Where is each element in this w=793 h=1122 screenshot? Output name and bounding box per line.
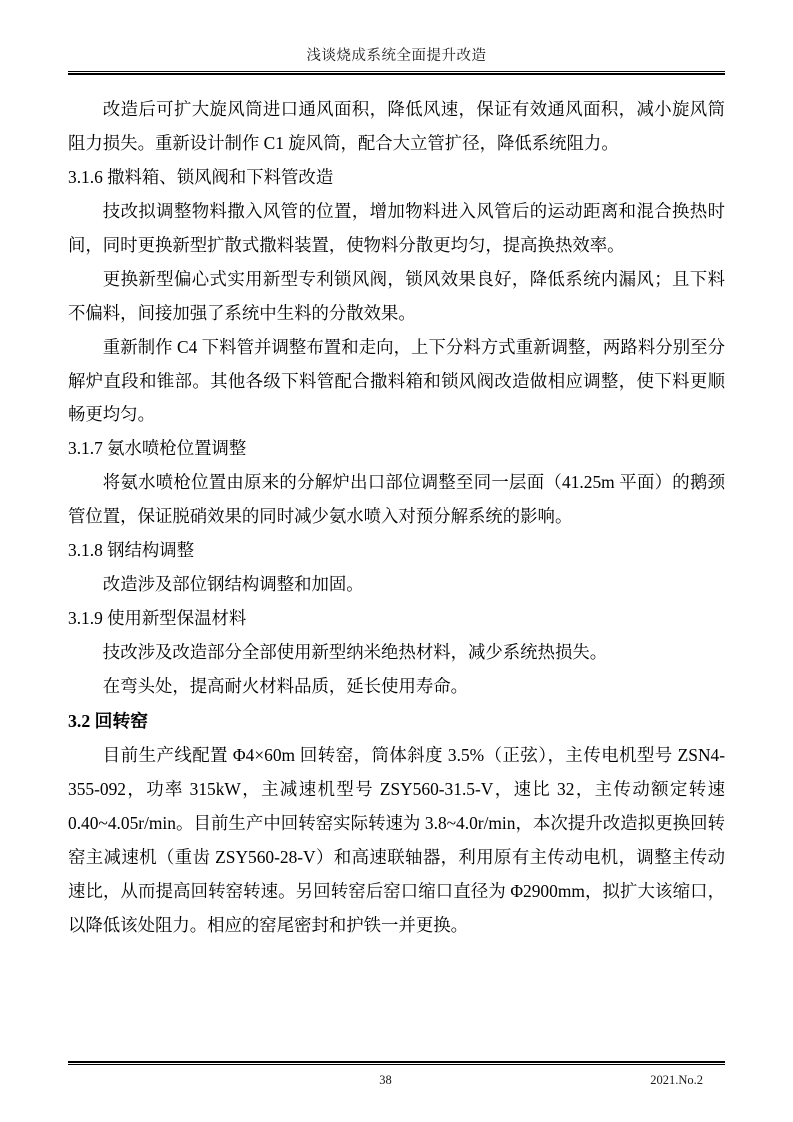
header-rule-thin <box>68 71 725 72</box>
paragraph: 技改涉及改造部分全部使用新型纳米绝热材料，减少系统热损失。 <box>102 642 608 662</box>
footer-issue: 2021.No.2 <box>650 1073 703 1087</box>
document-body <box>68 93 725 943</box>
section-heading-3-1-7: 3.1.7 氨水喷枪位置调整 <box>68 438 247 459</box>
footer-row <box>68 1073 725 1088</box>
paragraph: 更换新型偏心式实用新型专利锁风阀，锁风效果良好，降低系统内漏风；且下料不偏料，间接加强了系统中生料的分散效果。 <box>68 268 725 323</box>
paragraph: 将氨水喷枪位置由原来的分解炉出口部位调整至同一层面（41.25m 平面）的鹅颈管位置，保证脱硝效果的同时减少氨水喷入对预分解系统的影响。 <box>68 472 725 527</box>
paragraph: 改造后可扩大旋风筒进口通风面积，降低风速，保证有效通风面积，减小旋风筒阻力损失。重新设计制作 C1 旋风筒，配合大立管扩径，降低系统阻力。 <box>68 99 725 153</box>
page-header: 浅谈烧成系统全面提升改造 <box>306 48 487 64</box>
paragraph: 在弯头处，提高耐火材料品质，延长使用寿命。 <box>102 675 469 696</box>
section-heading-3-1-9: 3.1.9 使用新型保温材料 <box>68 608 247 629</box>
footer-rule-thin <box>68 1064 725 1065</box>
paragraph: 重新制作 C4 下料管并调整布置和走向，上下分料方式重新调整，两路料分别至分解炉直段和锥部。其他各级下料管配合撒料箱和锁风阀改造做相应调整，使下料更顺畅更均匀。 <box>68 336 725 425</box>
section-heading-3-1-8: 3.1.8 钢结构调整 <box>68 540 195 561</box>
page-number: 38 <box>379 1073 392 1087</box>
section-heading-3-1-6: 3.1.6 撒料箱、锁风阀和下料管改造 <box>68 166 334 187</box>
paragraph: 目前生产线配置 Φ4×60m 回转窑，筒体斜度 3.5%（正弦），主传电机型号 ZSN4-355-092，功率 315kW，主减速机型号 ZSY560-31.5-V，速比 32，主传动额定转速 0.40~4.05r/min。目前生产中回转窑实际转速为 3.8~4.0r/min，本次提升改造拟更换回转窑主减速机（重齿 ZSY560-28-V）和高速联轴器，利用原有主传动电机，调整主传动速比，从而提高回转窑转速。另回转窑后窑口缩口直径为 Φ2900mm，拟扩大该缩口，以降低该处阻力。相应的窑尾密封和护铁一并更换。 <box>68 745 725 936</box>
page-content <box>68 44 725 1082</box>
footer-rule-thick <box>68 1061 725 1063</box>
paragraph: 技改拟调整物料撒入风管的位置，增加物料进入风管后的运动距离和混合换热时间，同时更换新型扩散式撒料装置，使物料分散更均匀，提高换热效率。 <box>68 200 725 255</box>
header-rule-thick <box>68 73 725 75</box>
section-heading-3-2: 3.2 回转窑 <box>68 710 149 731</box>
page-footer <box>68 1061 725 1088</box>
paragraph: 改造涉及部位钢结构调整和加固。 <box>102 574 364 595</box>
